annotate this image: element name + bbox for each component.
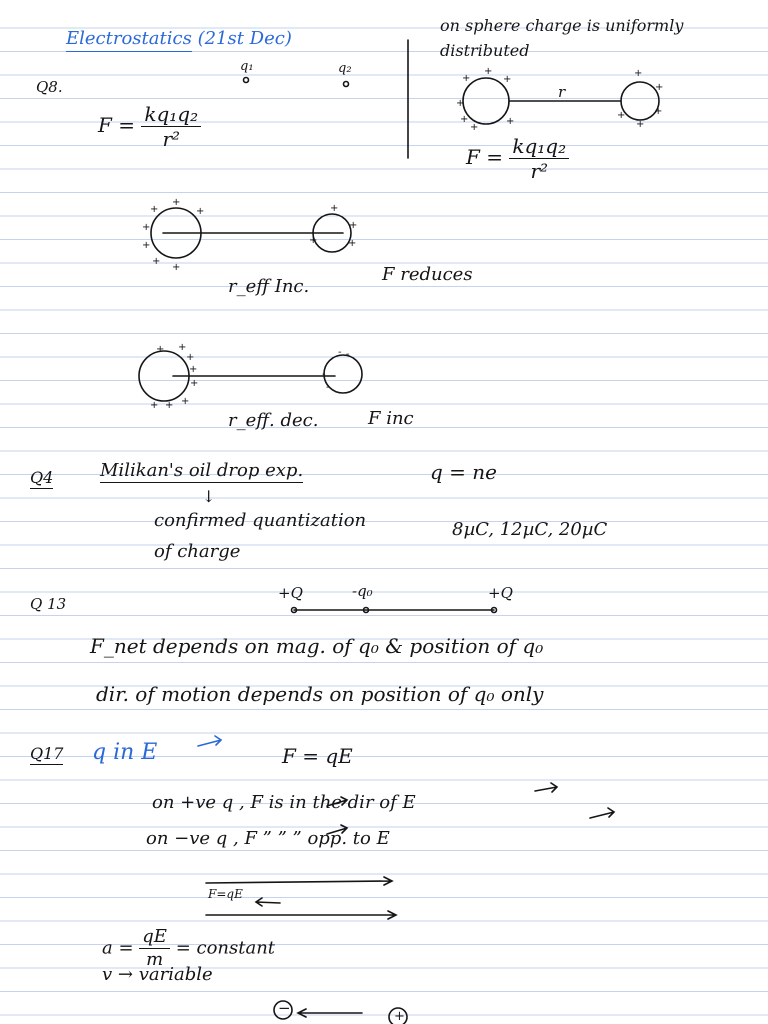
svg-text:+: + bbox=[190, 378, 199, 389]
sphere-note-2: distributed bbox=[440, 41, 530, 60]
svg-text:+: + bbox=[156, 344, 165, 355]
v-variable: v → variable bbox=[102, 964, 213, 985]
force2-numerator: kq₁q₂ bbox=[509, 136, 569, 159]
title-text: Electrostatics bbox=[66, 28, 192, 52]
q4-label: Q4 bbox=[30, 468, 54, 487]
direction-line: dir. of motion depends on position of q₀ only bbox=[96, 682, 544, 706]
svg-text:+: + bbox=[150, 400, 159, 411]
force2-fraction bbox=[509, 136, 569, 181]
svg-text:+: + bbox=[349, 220, 358, 231]
force-fraction bbox=[141, 104, 201, 149]
a-fraction bbox=[139, 928, 170, 969]
e-vector-arrow-2 bbox=[590, 808, 614, 818]
svg-text:+: + bbox=[330, 203, 339, 214]
negative-q-line: on −ve q , F ” ” ” opp. to E bbox=[146, 828, 390, 849]
svg-text:-: - bbox=[346, 349, 350, 360]
force-numerator: kq₁q₂ bbox=[141, 104, 201, 127]
svg-text:+: + bbox=[470, 122, 479, 133]
q-in-e: q in E bbox=[92, 740, 158, 765]
q1-dot bbox=[244, 78, 249, 83]
svg-text:+: + bbox=[462, 73, 471, 84]
svg-text:+: + bbox=[189, 364, 198, 375]
confirmed-line-1: confirmed quantization bbox=[154, 510, 367, 531]
a-lhs: a = bbox=[102, 937, 134, 959]
force-denominator: r² bbox=[162, 127, 181, 151]
svg-text:+: + bbox=[654, 106, 663, 117]
sphere-note-1: on sphere charge is uniformly bbox=[440, 16, 684, 35]
f-inc: F inc bbox=[368, 408, 414, 429]
separation-r-label: r bbox=[558, 83, 566, 101]
svg-text:+: + bbox=[172, 262, 181, 273]
svg-text:+: + bbox=[196, 206, 205, 217]
minus-q0: -q₀ bbox=[352, 582, 373, 600]
a-constant: = constant bbox=[175, 937, 276, 959]
field-line-top bbox=[206, 877, 392, 885]
q2-dot bbox=[344, 82, 349, 87]
f-equals-qe: F = qE bbox=[282, 744, 353, 768]
coulomb-formula-2 bbox=[466, 136, 569, 181]
q17-label: Q17 bbox=[30, 744, 64, 763]
title-date: (21st Dec) bbox=[197, 28, 292, 49]
f-reduces: F reduces bbox=[382, 264, 473, 285]
a-denominator: m bbox=[146, 949, 164, 970]
svg-text:+: + bbox=[460, 114, 469, 125]
svg-text:+: + bbox=[172, 197, 181, 208]
svg-text:+: + bbox=[142, 222, 151, 233]
svg-text:-: - bbox=[322, 369, 326, 380]
force2-denominator: r² bbox=[530, 159, 549, 183]
q2-label: q₂ bbox=[338, 61, 352, 76]
plus-sign: + bbox=[394, 1009, 405, 1024]
force-lhs: F = bbox=[98, 113, 135, 137]
svg-text:+: + bbox=[617, 110, 626, 121]
minus-sign: − bbox=[278, 999, 291, 1017]
e-vector-arrow-1 bbox=[535, 783, 557, 792]
millikan-heading: Milikan's oil drop exp. bbox=[100, 460, 304, 481]
svg-text:+: + bbox=[309, 235, 318, 246]
confirmed-line-2: of charge bbox=[154, 541, 241, 562]
svg-text:-: - bbox=[338, 347, 342, 358]
charges-list: 8µC, 12µC, 20µC bbox=[452, 519, 608, 540]
a-numerator: qE bbox=[139, 928, 170, 949]
svg-text:+: + bbox=[150, 204, 159, 215]
svg-text:+: + bbox=[152, 256, 161, 267]
svg-text:+: + bbox=[178, 342, 187, 353]
q8-label: Q8. bbox=[36, 78, 63, 96]
q1-label: q₁ bbox=[240, 59, 254, 74]
svg-text:+: + bbox=[506, 116, 515, 127]
bottom-arrow bbox=[298, 1009, 362, 1017]
svg-text:+: + bbox=[181, 396, 190, 407]
e-vector-arrow bbox=[198, 736, 221, 746]
fnet-line: F_net depends on mag. of q₀ & position of q₀ bbox=[90, 634, 544, 658]
svg-text:+: + bbox=[655, 82, 664, 93]
svg-text:+: + bbox=[142, 240, 151, 251]
plus-q-right: +Q bbox=[488, 584, 513, 602]
svg-text:+: + bbox=[165, 400, 174, 411]
positive-q-line: on +ve q , F is in the dir of E bbox=[152, 792, 416, 813]
reff-dec: r_eff. dec. bbox=[228, 410, 319, 431]
q13-label: Q 13 bbox=[30, 595, 67, 613]
sphere-right-low bbox=[324, 355, 362, 393]
reff-inc: r_eff Inc. bbox=[228, 276, 310, 297]
down-arrow: ↓ bbox=[202, 487, 216, 506]
sphere-charge-marks bbox=[142, 66, 663, 411]
acceleration-formula bbox=[102, 928, 275, 969]
svg-text:+: + bbox=[186, 352, 195, 363]
q-equals-ne: q = ne bbox=[430, 460, 497, 484]
page-title bbox=[66, 30, 292, 48]
svg-text:+: + bbox=[484, 66, 493, 77]
plus-q-left: +Q bbox=[278, 584, 303, 602]
svg-text:+: + bbox=[456, 98, 465, 109]
f-qe-small: F=qE bbox=[208, 887, 243, 901]
force-arrow-left bbox=[256, 898, 280, 906]
svg-text:+: + bbox=[503, 74, 512, 85]
svg-text:+: + bbox=[348, 238, 357, 249]
force2-lhs: F = bbox=[466, 145, 503, 169]
svg-text:-: - bbox=[326, 382, 330, 393]
field-line-bottom bbox=[206, 911, 396, 919]
coulomb-formula bbox=[98, 104, 201, 149]
svg-text:+: + bbox=[636, 119, 645, 130]
svg-text:+: + bbox=[634, 68, 643, 79]
